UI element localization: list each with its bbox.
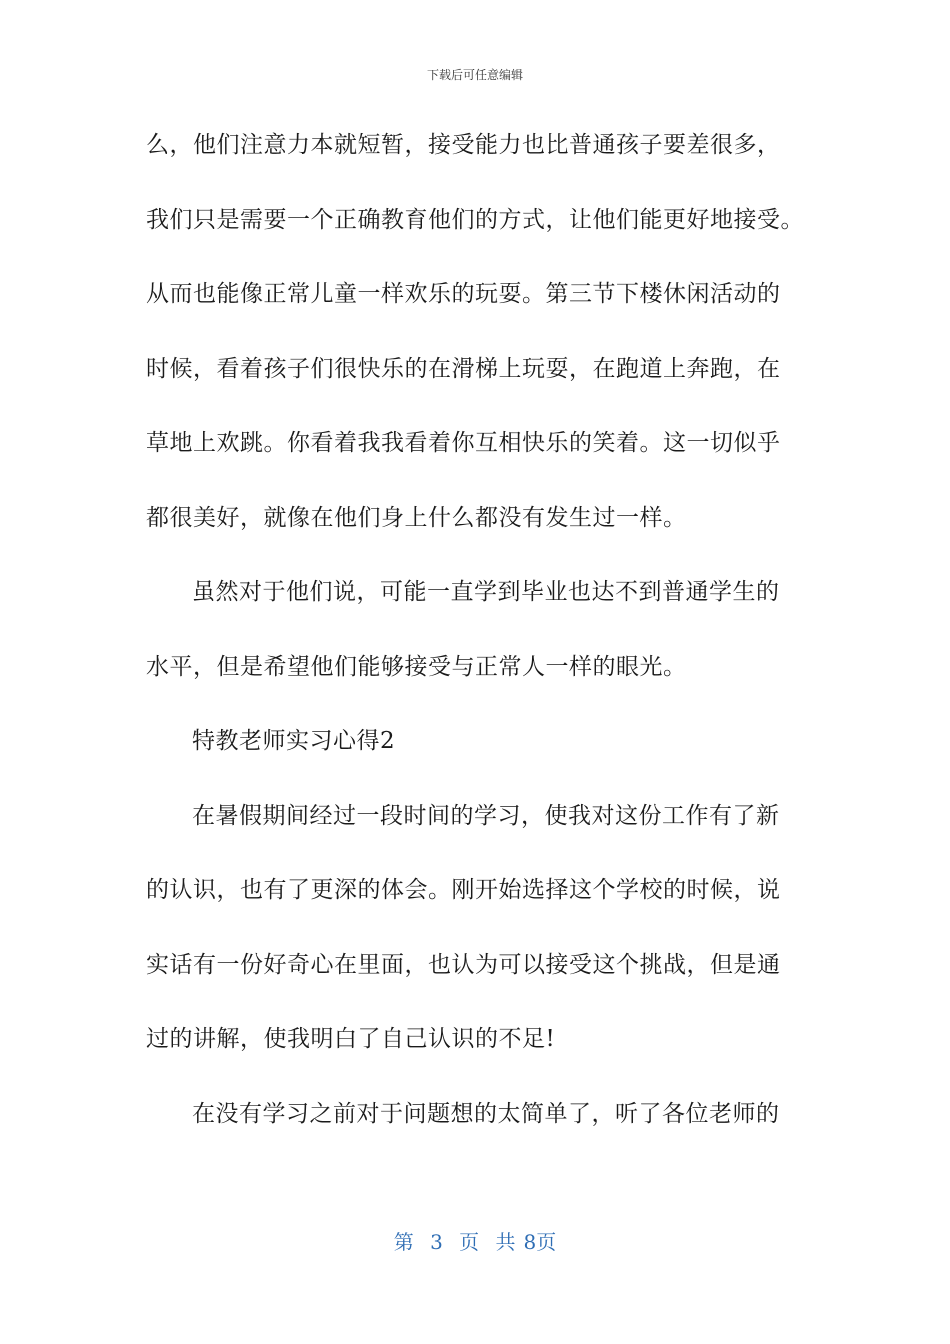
body-line: 么，他们注意力本就短暂，接受能力也比普通孩子要差很多， bbox=[146, 132, 781, 158]
document-body bbox=[146, 122, 806, 1165]
page-header-note: 下载后可任意编辑 bbox=[426, 68, 523, 82]
body-line: 在暑假期间经过一段时间的学习，使我对这份工作有了新 bbox=[192, 802, 780, 829]
footer-total-label: 共 bbox=[495, 1230, 516, 1254]
body-line: 我们只是需要一个正确教育他们的方式，让他们能更好地接受。 bbox=[146, 206, 804, 233]
footer-middle: 页 bbox=[459, 1230, 480, 1254]
body-line: 的认识，也有了更深的体会。刚开始选择这个学校的时候，说 bbox=[146, 877, 781, 903]
body-line: 草地上欢跳。你看着我我看着你互相快乐的笑着。这一切似乎 bbox=[146, 430, 781, 456]
body-line: 从而也能像正常儿童一样欢乐的玩耍。第三节下楼休闲活动的 bbox=[146, 281, 781, 307]
body-line: 过的讲解，使我明白了自己认识的不足! bbox=[146, 1026, 556, 1052]
footer-prefix: 第 bbox=[393, 1230, 414, 1254]
body-line: 在没有学习之前对于问题想的太简单了，听了各位老师的 bbox=[192, 1100, 780, 1127]
body-line: 水平，但是希望他们能够接受与正常人一样的眼光。 bbox=[146, 653, 687, 680]
body-line: 都很美好，就像在他们身上什么都没有发生过一样。 bbox=[146, 504, 687, 531]
footer-total-pages: 8页 bbox=[523, 1230, 557, 1254]
section-heading: 特教老师实习心得2 bbox=[192, 728, 396, 754]
body-line: 虽然对于他们说，可能一直学到毕业也达不到普通学生的 bbox=[192, 579, 780, 605]
body-line: 时候，看着孩子们很快乐的在滑梯上玩耍，在跑道上奔跑，在 bbox=[146, 355, 781, 382]
footer-current-page: 3 bbox=[430, 1230, 443, 1254]
page-number-footer bbox=[0, 1226, 950, 1255]
body-line: 实话有一份好奇心在里面，也认为可以接受这个挑战，但是通 bbox=[146, 951, 781, 978]
